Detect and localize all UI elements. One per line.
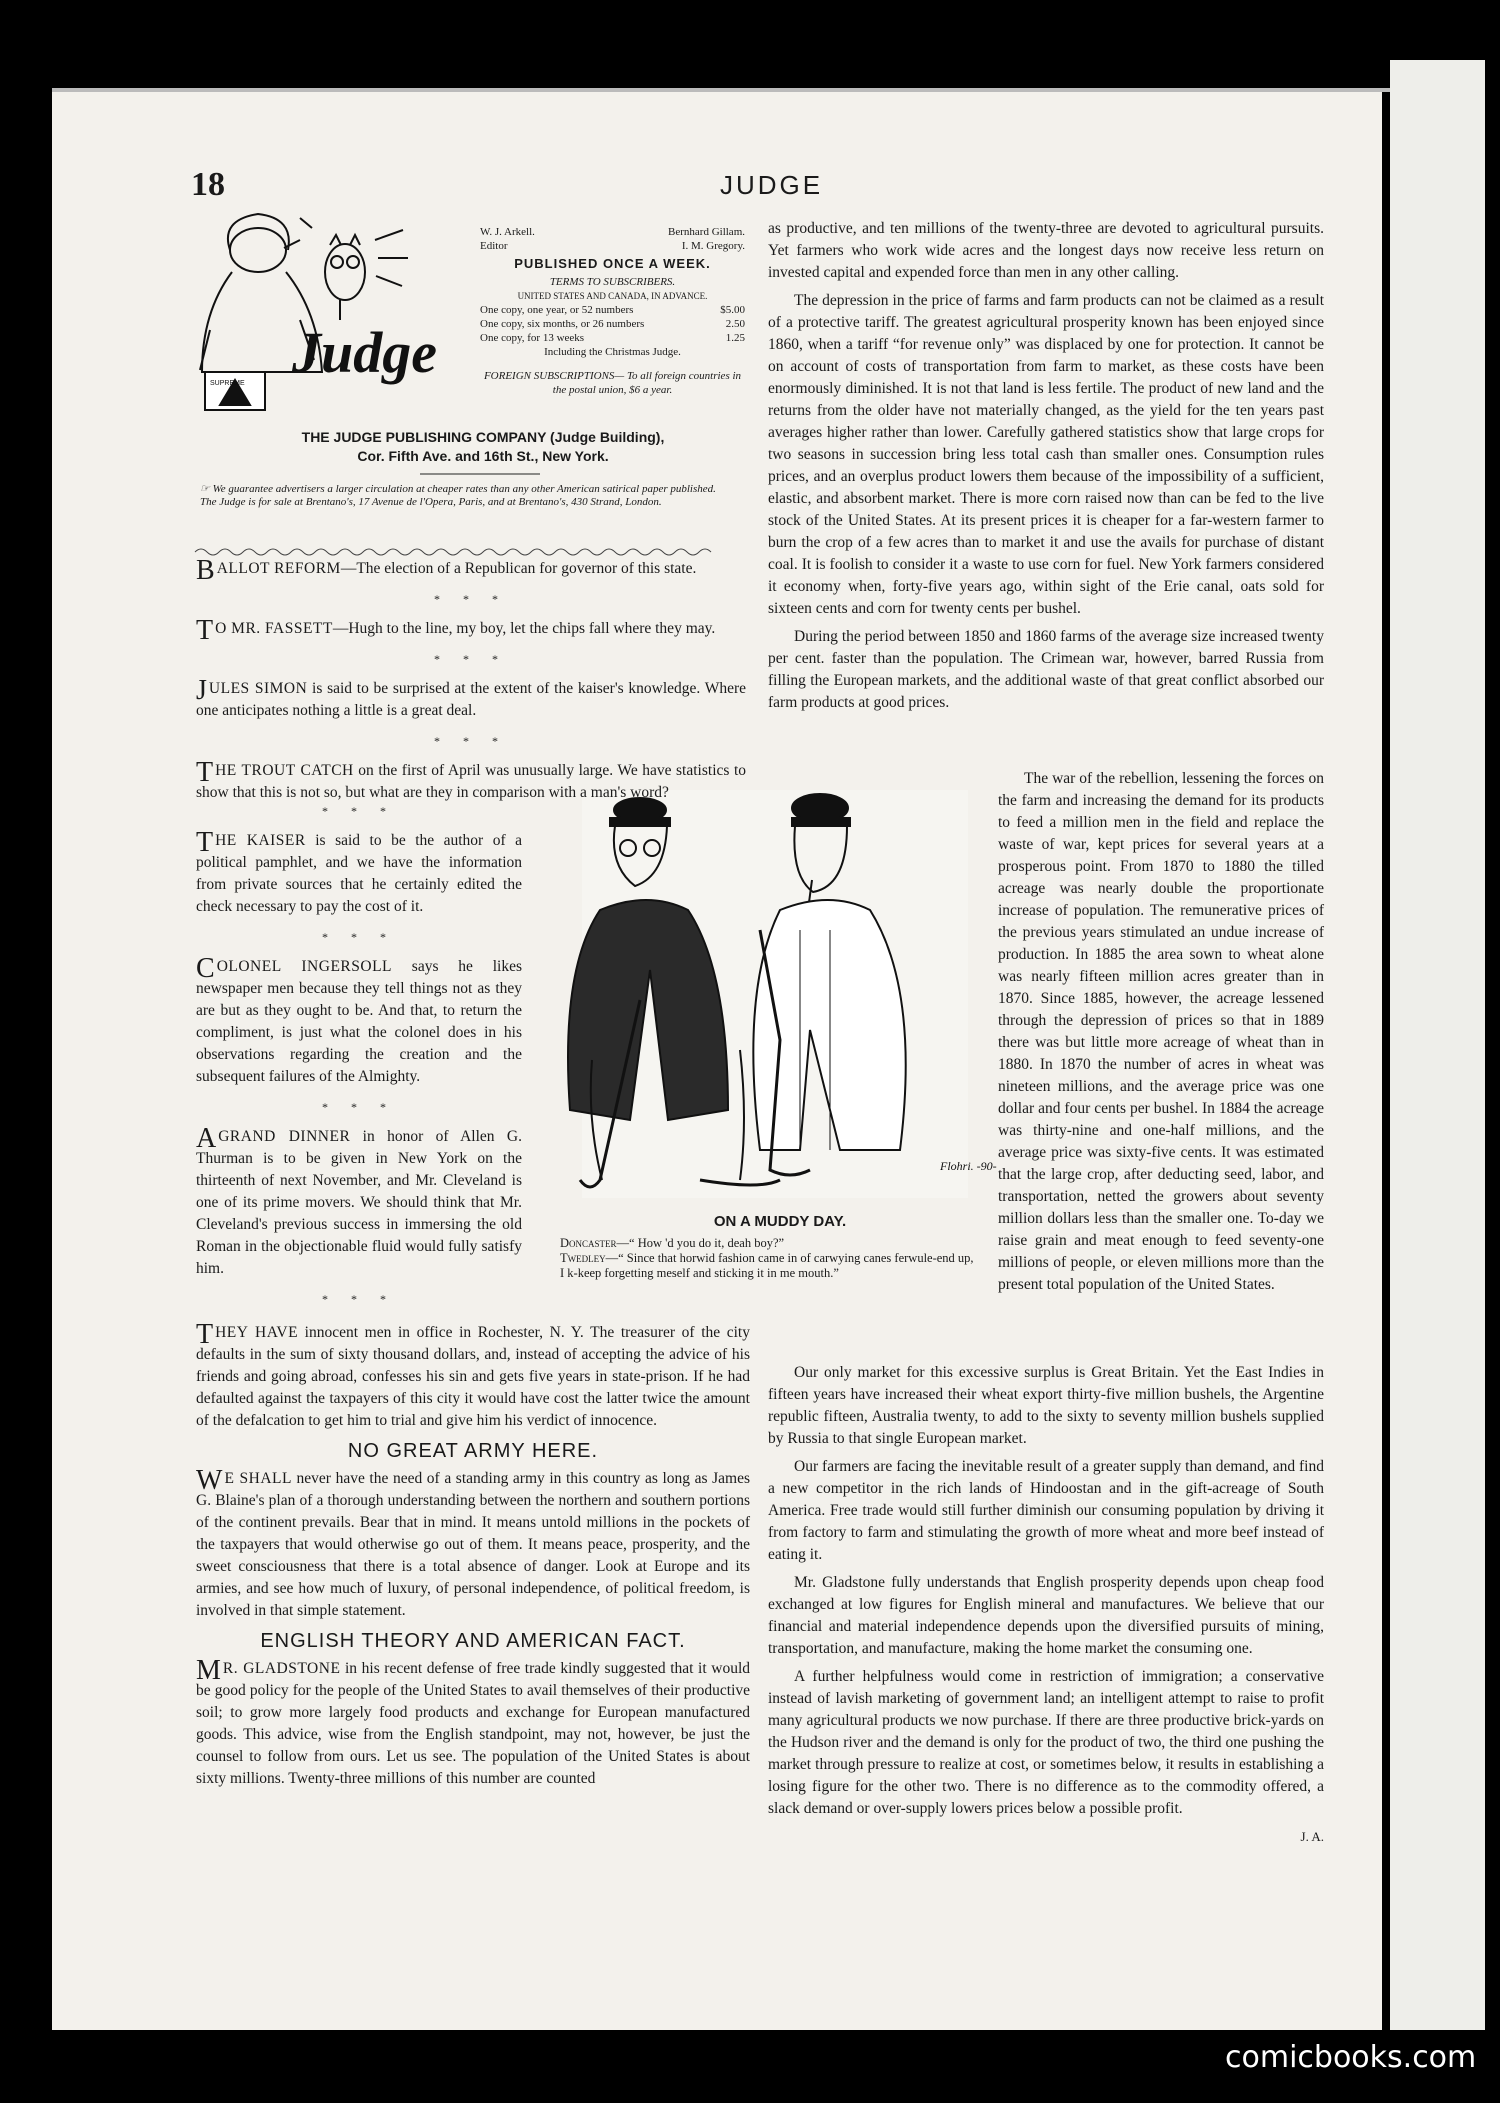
drop-cap: A — [196, 1123, 217, 1154]
right-column-lower — [768, 1362, 1324, 1848]
terms-title: TERMS TO SUBSCRIBERS. — [549, 276, 676, 288]
lead-in: R. GLADSTONE — [222, 1660, 341, 1677]
paragraph: Our farmers are facing the inevitable result of a greater supply than demand, and find a new competitor in the rich lands of Hindoostan and in the gift-acreage of South America. Free trade would still further diminish our consuming population by driving it from factory to farm and stimulating the growth of more wheat and more beef instead of eating it. — [768, 1458, 1324, 1563]
left-column-upper — [196, 555, 747, 812]
top-edge — [52, 88, 1390, 92]
right-column-upper — [768, 218, 1324, 720]
drop-cap: M — [196, 1655, 221, 1686]
paragraph-text: is said to be the author of a political pamphlet, and we have the information from private sources that he certainly edited the check necessary to pay the cost of it. — [196, 832, 522, 915]
paragraph: as productive, and ten millions of the twenty-three are devoted to agricultural pursuits. Yet farmers who work wide acres and the longest days now receive less return on invested capital and expended force than men in any other calling. — [768, 220, 1324, 281]
paragraph-text: never have the need of a standing army in this country as long as James G. Blaine's plan of a thorough understanding between the northern and southern portions of the continent prevails. Bear that in mind. It means untold millions in the pockets of the taxpayers that would otherwise go out of them. It means peace, prosperity, and the sweet consciousness that there is a total absence of danger. Look at Europe and its armies, and see how much of luxury, of personal independence, of political freedom, is involved in that simple statement. — [196, 1470, 750, 1619]
supreme-badge: SUPREME — [210, 380, 245, 387]
paragraph: Mr. Gladstone fully understands that English prosperity depends upon cheap food exchanged at low figures for English mineral and manufactures. We believe that our financial and material independence depends upon the diversified pursuits of mining, transportation, and manufacture, making the home market the consuming one. — [768, 1574, 1324, 1657]
terms-region: UNITED STATES AND CANADA, IN ADVANCE. — [517, 291, 708, 301]
publisher-name: THE JUDGE PUBLISHING COMPANY (Judge Building), — [301, 429, 665, 445]
masthead-names-row — [480, 225, 745, 239]
rate-price: 1.25 — [725, 332, 745, 344]
artist-name: Bernhard Gillam. — [668, 226, 745, 238]
rate-label: One copy, for 13 weeks — [480, 332, 585, 344]
section-dots: * * * — [434, 592, 508, 606]
page-number: 18 — [191, 166, 225, 203]
drop-cap: T — [196, 1319, 214, 1350]
paragraph: The depression in the price of farms and farm products can not be claimed as a result of a protective tariff. The greatest agricultural prosperity known has been enjoyed since 1860, when a tariff “for revenue only” was displaced by one for protection. It cannot be on account of costs of transportation from farm to market, as these costs have been enormously diminished. It is not that land is less fertile. The product of new land and the returns from the older have not materially changed, as the yield for the ten years past averages higher rather than lower. Carefully gathered statistics show that large crops for two seasons in succession bring less total cash than smaller ones. Consumption rules prices, and an overplus product lowers them because of the impossibility of a sufficient, elastic, and absorbent market. There is more corn raised now than can be fed to the live stock of the United States. At its present prices it is cheaper for a far-western farmer to burn the crop of a few acres than to market it and use the avails for purchase of distant coal. It is foolish to consider it a waste to use corn for fuel. New York farmers considered it economy when, forty-five years ago, within sight of the Erie canal, oats sold for sixteen cents and corn for twenty cents per bushel. — [768, 292, 1324, 617]
paragraph: During the period between 1850 and 1860 farms of the average size increased twenty per cent. faster than the population. The Crimean war, however, barred Russia from filling the European markets, and the additional waste of that great conflict absorbed our farm products at good prices. — [768, 628, 1324, 711]
publisher-block — [218, 428, 748, 466]
paragraph: Our only market for this excessive surplus is Great Britain. Yet the East Indies in fifteen years have increased their wheat export thirty-five million bushels, the Argentine republic fifteen, Australia twenty, to add to the sixty to seventy million bushels supplied by Russia to that single European market. — [768, 1364, 1324, 1447]
editor-label: Editor — [480, 240, 508, 252]
section-dots: * * * — [322, 804, 396, 818]
section-dots: * * * — [434, 652, 508, 666]
cartoon-illustration — [568, 790, 968, 1198]
caption-speaker: Twedley — [560, 1251, 606, 1265]
drop-cap: T — [196, 757, 214, 788]
rate-label: One copy, six months, or 26 numbers — [480, 318, 645, 330]
paragraph — [196, 1655, 750, 1790]
lead-in: O MR. FASSETT — [215, 620, 333, 637]
published-notice: PUBLISHED ONCE A WEEK. — [514, 256, 711, 271]
drop-cap: B — [196, 555, 215, 586]
author-initials: J. A. — [1300, 1829, 1324, 1844]
paragraph — [196, 827, 522, 918]
masthead-roles-row — [480, 239, 745, 253]
paragraph — [196, 953, 522, 1088]
lead-in: HEY HAVE — [215, 1324, 299, 1341]
paragraph — [196, 757, 747, 804]
caption-speaker: Doncaster — [560, 1236, 617, 1250]
publisher-address: Cor. Fifth Ave. and 16th St., New York. — [357, 448, 609, 464]
paragraph-text: innocent men in office in Rochester, N. Y. The treasurer of the city defaults in the sum of sixty thousand dollars, and, instead of accepting the advice of his friends and going abroad, confesses his sin and gets five years in state-prison. If he had defaulted against the taxpayers of this city it would have cost the latter twice the amount of the defalcation to get him to trial and give him his verdict of innocence. — [196, 1324, 750, 1429]
guarantee-notice — [200, 483, 750, 509]
section-heading: ENGLISH THEORY AND AMERICAN FACT. — [260, 1630, 686, 1652]
foreign-subscriptions: FOREIGN SUBSCRIPTIONS— To all foreign countries in the postal union, $6 a year. — [483, 370, 742, 396]
judge-logo-wordmark: Judge — [292, 320, 437, 385]
wavy-rule — [195, 549, 711, 555]
lead-in: ULES SIMON — [208, 680, 308, 697]
manager-name: I. M. Gregory. — [681, 240, 745, 252]
paragraph — [196, 1465, 750, 1622]
caption-text: —“ How 'd you do it, deah boy?” — [616, 1236, 785, 1250]
cartoon-caption — [560, 1236, 980, 1281]
section-dots: * * * — [322, 1100, 396, 1114]
artist-signature: Flohri. -90- — [940, 1159, 997, 1173]
paragraph-text: —Hugh to the line, my boy, let the chips fall where they may. — [332, 620, 716, 637]
left-column-narrow — [196, 800, 522, 1318]
caption-line — [560, 1251, 980, 1281]
drop-cap: T — [196, 827, 214, 858]
paragraph-text: —The election of a Republican for governor of this state. — [340, 560, 697, 577]
paragraph-text: says he likes newspaper men because they tell things not as they are but as they ought to be. And that, to return the compliment, is just what the colonel does in his observations regarding the creation and the subsequent failures of the Almighty. — [196, 958, 522, 1085]
paragraph — [196, 555, 746, 586]
lead-in: E SHALL — [224, 1470, 292, 1487]
rate-row — [480, 331, 745, 345]
rate-price: 2.50 — [725, 318, 745, 330]
paragraph-text: is said to be surprised at the extent of the kaiser's knowledge. Where one anticipates nothing a little is a great deal. — [196, 680, 746, 719]
running-head: JUDGE — [720, 170, 824, 200]
paragraph-text: on the first of April was unusually large. We have statistics to show that this is not so, but what are they in comparison with a man's word? — [196, 762, 747, 801]
caption-text: —“ Since that horwid fashion came in of carwying canes ferwule-end up, I k-keep forgetting meself and sticking it in me mouth.” — [560, 1251, 974, 1280]
paragraph-text: in his recent defense of free trade kindly suggested that it would be good policy for the people of the United States to avail themselves of their productive soil; to grow more largely food products and exchange for European manufactured goods. This advice, wise from the English standpoint, may not, however, be just the counsel to follow from ours. Let us see. The population of the United States is about sixty millions. Twenty-three millions of this number are counted — [196, 1660, 750, 1787]
section-dots: * * * — [434, 734, 508, 748]
drop-cap: C — [196, 953, 215, 984]
lead-in: HE KAISER — [215, 832, 306, 849]
right-column-narrow — [998, 768, 1324, 1302]
paragraph-text: in honor of Allen G. Thurman is to be given in New York on the thirteenth of next November, and Mr. Cleveland is one of its prime movers. We should think that Mr. Cleveland's previous success in immersing the old Roman in the objectionable fluid would fully satisfy him. — [196, 1128, 523, 1277]
paragraph — [196, 1123, 523, 1280]
caption-line — [560, 1236, 980, 1251]
sale-line: The Judge is for sale at Brentano's, 17 Avenue de l'Opera, Paris, and at Brentano's, 430 Strand, London. — [200, 496, 662, 508]
lead-in: OLONEL INGERSOLL — [216, 958, 392, 975]
drop-cap: J — [196, 675, 207, 706]
rate-price: $5.00 — [720, 304, 745, 316]
section-dots: * * * — [322, 1292, 396, 1306]
paragraph: A further helpfulness would come in restriction of immigration; a conservative instead of lavish marketing of government land; an intelligent attempt to raise to profit many agricultural products we now purchase. If there are three productive brick-yards on the Hudson river and the demand is only for the product of two, the third one pushing the market through pressure to realize at cost, or sometimes below, it results in establishing a losing figure for the other two. There is no difference as to the commodity offered, a slack demand or over-supply lowers prices below a possible profit. — [768, 1668, 1324, 1817]
paragraph — [196, 615, 746, 646]
paragraph — [196, 675, 746, 722]
editor-name: W. J. Arkell. — [480, 226, 535, 238]
lead-in: GRAND DINNER — [218, 1128, 351, 1145]
section-heading: NO GREAT ARMY HERE. — [347, 1440, 599, 1462]
rate-label: One copy, one year, or 52 numbers — [480, 304, 634, 316]
drop-cap: W — [196, 1465, 223, 1496]
paragraph — [196, 1319, 750, 1432]
rate-row — [480, 303, 745, 317]
rates-note: Including the Christmas Judge. — [544, 346, 681, 358]
left-column-lower — [196, 1319, 750, 1798]
cartoon-title: ON A MUDDY DAY. — [713, 1213, 847, 1230]
section-dots: * * * — [322, 930, 396, 944]
drop-cap: T — [196, 615, 214, 646]
lead-in: HE TROUT CATCH — [215, 762, 354, 779]
guarantee-line: ☞ We guarantee advertisers a larger circulation at cheaper rates than any other American satirical paper published. — [200, 483, 716, 495]
rate-row — [480, 317, 745, 331]
site-watermark: comicbooks.com — [1225, 2040, 1477, 2075]
masthead-box — [480, 225, 745, 397]
lead-in: ALLOT REFORM — [216, 560, 341, 577]
paragraph: The war of the rebellion, lessening the forces on the farm and increasing the demand for its products to feed a million men in the field and replace the waste of war, kept prices for several years at a prosperous point. From 1870 to 1880 the tilled acreage was nearly double the proportionate increase of population. The remunerative prices of the previous years stimulated an undue increase of production. In 1885 the area sown to wheat alone was nearly fifteen million acres greater than in 1870. Since 1885, however, the acreage lessened through the depression of prices so that in 1889 there was but little more acreage of wheat than in 1880. In 1870 the number of acres in wheat was nineteen millions, and the average price was one dollar and four cents per bushel. In 1884 the acreage was thirty-nine and one-half millions, and the average price was sixty-five cents. It was estimated that the large crop, after deducting seed, labor, and transportation, netted the growers about seventy million dollars less than the smaller one. To-day we raise grain and meat enough to feed seventy-one millions of people, or eleven millions more than the present total population of the United States. — [998, 770, 1324, 1293]
